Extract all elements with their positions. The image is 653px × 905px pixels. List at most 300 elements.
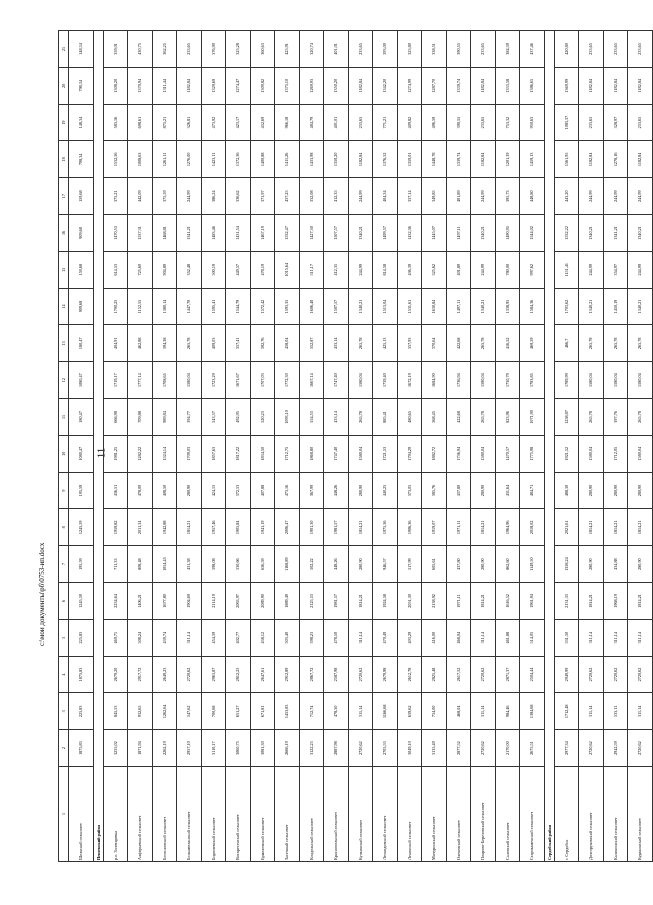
- footer-file-path: c:\мои документы\рб\0753-ип.docx: [38, 542, 46, 646]
- value-cell: 1342,20: [373, 67, 398, 104]
- value-cell: 1572,42: [250, 288, 275, 325]
- value-cell: 311,14: [471, 619, 496, 656]
- value-cell: 1616,52: [495, 583, 520, 620]
- value-cell: 517,99: [397, 546, 422, 583]
- value-cell: 478,00: [128, 472, 153, 509]
- value-cell: 433,14: [324, 399, 349, 436]
- value-cell: 1182,84: [579, 141, 604, 178]
- value-cell: 412,35: [324, 251, 349, 288]
- value-cell: 2234,64: [103, 583, 128, 620]
- value-cell: 357,93: [397, 325, 422, 362]
- value-cell: 1975,56: [373, 509, 398, 546]
- value-cell: 2138,92: [422, 583, 447, 620]
- value-cell: 443,20: [554, 178, 579, 215]
- value-cell: 332,08: [299, 178, 324, 215]
- value-cell: 3049,10: [397, 730, 422, 767]
- column-number-cell: 17: [59, 178, 69, 215]
- settlement-name-cell: Куракинский сельсовет: [628, 767, 653, 862]
- value-cell: 328,97: [603, 104, 628, 141]
- value-cell: 1340,21: [348, 215, 373, 252]
- value-cell: 1497,11: [446, 215, 471, 252]
- value-cell: 862,60: [495, 546, 520, 583]
- value-cell: 439,74: [152, 619, 177, 656]
- value-cell: 280,90: [628, 472, 653, 509]
- value-cell: 393,00: [373, 31, 398, 68]
- value-cell: 1968,19: [603, 583, 628, 620]
- value-cell: 1871,94: [128, 730, 153, 767]
- value-cell: 2617,52: [446, 656, 471, 693]
- value-cell: 440,25: [373, 472, 398, 509]
- value-cell: 2018,02: [520, 509, 545, 546]
- value-cell: 233,65: [348, 104, 373, 141]
- value-cell: 225,83: [69, 619, 94, 656]
- value-cell: 454,39: [201, 619, 226, 656]
- value-cell: 233,65: [628, 31, 653, 68]
- value-cell: 195,59: [69, 546, 94, 583]
- value-cell: 422,68: [446, 325, 471, 362]
- value-cell: 1971,11: [446, 509, 471, 546]
- value-cell: 473,16: [275, 472, 300, 509]
- value-cell: 325,80: [397, 31, 422, 68]
- value-cell: 2587,98: [324, 656, 349, 693]
- value-cell: 1375,10: [275, 67, 300, 104]
- value-cell: 244,99: [177, 178, 202, 215]
- table-row: [603, 31, 628, 862]
- value-cell: 1667,14: [299, 362, 324, 399]
- value-cell: 468,04: [446, 693, 471, 730]
- value-cell: 1245,59: [69, 583, 94, 620]
- value-cell: 1959,82: [103, 509, 128, 546]
- value-cell: 392,76: [250, 325, 275, 362]
- value-cell: 148,34: [69, 104, 94, 141]
- table-row: [103, 31, 128, 862]
- value-cell: 484,71: [520, 472, 545, 509]
- value-cell: 431,64: [495, 472, 520, 509]
- value-cell: 233,65: [579, 31, 604, 68]
- value-cell: 1447,70: [177, 288, 202, 325]
- value-cell: 2720,62: [603, 656, 628, 693]
- value-cell: 1340,21: [628, 215, 653, 252]
- value-cell: 1166,68: [373, 693, 398, 730]
- value-cell: 753,32: [495, 104, 520, 141]
- column-number-cell: 16: [59, 215, 69, 252]
- value-cell: 1093,10: [275, 399, 300, 436]
- value-cell: 473,92: [201, 104, 226, 141]
- column-number-cell: 7: [59, 546, 69, 583]
- value-cell: 3135,49: [422, 730, 447, 767]
- value-cell: 1580,04: [471, 435, 496, 472]
- value-cell: 1889,49: [275, 583, 300, 620]
- value-cell: 531,50: [554, 619, 579, 656]
- value-cell: 466,7: [554, 325, 579, 362]
- value-cell: 1814,21: [628, 583, 653, 620]
- value-cell: 280,90: [603, 472, 628, 509]
- table-row: [373, 31, 398, 862]
- value-cell: 1712,75: [275, 435, 300, 472]
- value-cell: 1593,35: [275, 288, 300, 325]
- value-cell: 2720,62: [628, 656, 653, 693]
- value-cell: 1814,21: [471, 583, 496, 620]
- value-cell: 1329,69: [201, 67, 226, 104]
- value-cell: 437,46: [520, 31, 545, 68]
- value-cell: 3081,30: [250, 730, 275, 767]
- value-cell: 1376,52: [373, 141, 398, 178]
- section-title: Пензенский район: [93, 31, 103, 862]
- value-cell: 159,68: [69, 178, 94, 215]
- value-cell: 1736,94: [446, 362, 471, 399]
- value-cell: 1149,50: [520, 546, 545, 583]
- value-cell: 1245,59: [69, 509, 94, 546]
- value-cell: 265,78: [177, 325, 202, 362]
- value-cell: 371,97: [250, 178, 275, 215]
- value-cell: 437,80: [446, 546, 471, 583]
- value-cell: 1468,81: [152, 215, 177, 252]
- value-cell: 530,66: [226, 546, 251, 583]
- value-cell: 442,09: [128, 178, 153, 215]
- value-cell: 1677,80: [152, 583, 177, 620]
- value-cell: 508,24: [128, 619, 153, 656]
- value-cell: 311,14: [177, 619, 202, 656]
- value-cell: 404,34: [373, 178, 398, 215]
- value-cell: 2504,44: [520, 656, 545, 693]
- value-cell: 1709,03: [177, 435, 202, 472]
- value-cell: 352,48: [177, 251, 202, 288]
- value-cell: 390,55: [446, 104, 471, 141]
- table-row: [471, 31, 496, 862]
- value-cell: 1497,11: [446, 288, 471, 325]
- value-cell: 2051,30: [397, 583, 422, 620]
- page-number: 11: [95, 447, 108, 459]
- value-cell: 1311,44: [152, 67, 177, 104]
- value-cell: 1168,89: [275, 546, 300, 583]
- column-number-cell: 6: [59, 583, 69, 620]
- value-cell: 360,63: [250, 31, 275, 68]
- value-cell: 1483,46: [201, 215, 226, 252]
- value-cell: 407,88: [250, 472, 275, 509]
- value-cell: 449,57: [226, 251, 251, 288]
- value-cell: 430,75: [128, 31, 153, 68]
- value-cell: 1537,31: [128, 215, 153, 252]
- value-cell: 651,27: [226, 693, 251, 730]
- column-number-cell: 19: [59, 104, 69, 141]
- value-cell: 2949,99: [554, 656, 579, 693]
- value-cell: 1708,65: [152, 362, 177, 399]
- column-number-cell: 1: [59, 767, 69, 862]
- column-number-cell: 9: [59, 472, 69, 509]
- value-cell: 1814,21: [603, 509, 628, 546]
- value-cell: 244,99: [471, 251, 496, 288]
- value-cell: 1901,30: [299, 509, 324, 546]
- settlement-name-cell: р.п. Золотаревка: [103, 767, 128, 862]
- table-row: [128, 31, 153, 862]
- value-cell: 1282,22: [128, 435, 153, 472]
- value-cell: 1719,17: [103, 362, 128, 399]
- value-cell: 1532,56: [103, 141, 128, 178]
- settlement-name-cell: Кондольский сельсовет: [299, 767, 324, 862]
- value-cell: 3110,17: [201, 730, 226, 767]
- value-cell: 1580,04: [348, 362, 373, 399]
- value-cell: 1777,14: [128, 362, 153, 399]
- value-cell: 412,35: [324, 178, 349, 215]
- value-cell: 311,14: [628, 693, 653, 730]
- value-cell: 2887,98: [324, 730, 349, 767]
- value-cell: 904,89: [152, 251, 177, 288]
- value-cell: 1904,69: [177, 583, 202, 620]
- value-cell: 2825,48: [422, 656, 447, 693]
- value-cell: 1712,48: [554, 693, 579, 730]
- value-cell: 180,47: [69, 399, 94, 436]
- settlement-name-cell: Саловский сельсовет: [495, 767, 520, 862]
- value-cell: 2679,20: [103, 656, 128, 693]
- value-cell: 492,95: [226, 399, 251, 436]
- table-row: [628, 31, 653, 862]
- value-cell: 244,99: [628, 178, 653, 215]
- value-cell: 568,45: [422, 399, 447, 436]
- value-cell: 311,14: [579, 693, 604, 730]
- value-cell: 386,24: [201, 178, 226, 215]
- value-cell: 520,23: [250, 399, 275, 436]
- value-cell: 1400,88: [250, 141, 275, 178]
- value-cell: 3060,75: [226, 730, 251, 767]
- value-cell: 1580,04: [471, 362, 496, 399]
- settlement-name-cell: Засечный сельсовет: [275, 767, 300, 862]
- value-cell: 2021,61: [554, 509, 579, 546]
- value-cell: 1817,22: [226, 435, 251, 472]
- value-cell: 1258,87: [554, 399, 579, 436]
- value-cell: 280,90: [471, 546, 496, 583]
- value-cell: 734,00: [422, 693, 447, 730]
- value-cell: 265,78: [471, 399, 496, 436]
- value-cell: 359,01: [103, 31, 128, 68]
- value-cell: 698,61: [128, 104, 153, 141]
- value-cell: 452,69: [250, 104, 275, 141]
- value-cell: 233,65: [471, 104, 496, 141]
- value-cell: 543,37: [201, 399, 226, 436]
- value-cell: 503,40: [275, 619, 300, 656]
- value-cell: 1339,74: [446, 141, 471, 178]
- value-cell: 1406,21: [128, 583, 153, 620]
- value-cell: 1672,19: [397, 362, 422, 399]
- value-cell: 2720,62: [348, 656, 373, 693]
- value-cell: 1834,50: [250, 435, 275, 472]
- value-cell: 397,76: [603, 399, 628, 436]
- value-cell: 666,98: [103, 399, 128, 436]
- value-cell: 1924,58: [373, 583, 398, 620]
- value-cell: 354,97: [603, 251, 628, 288]
- value-cell: 225,83: [69, 693, 94, 730]
- value-cell: 436,39: [397, 251, 422, 288]
- value-cell: 1308,20: [103, 67, 128, 104]
- value-cell: 311,14: [348, 619, 373, 656]
- value-cell: 1287,70: [422, 67, 447, 104]
- value-cell: 233,65: [603, 31, 628, 68]
- value-cell: 325,28: [226, 31, 251, 68]
- value-cell: 244,99: [348, 178, 373, 215]
- value-cell: 280,90: [348, 472, 373, 509]
- value-cell: 376,90: [201, 31, 226, 68]
- value-cell: 2963,87: [201, 656, 226, 693]
- value-cell: 394,77: [177, 399, 202, 436]
- value-cell: 390,55: [446, 31, 471, 68]
- value-cell: 2647,61: [250, 656, 275, 693]
- value-cell: 3255,02: [103, 730, 128, 767]
- value-cell: 1201,39: [495, 141, 520, 178]
- column-number-cell: 4: [59, 656, 69, 693]
- value-cell: 885,41: [373, 399, 398, 436]
- column-number-cell: 10: [59, 435, 69, 472]
- table-row: [422, 31, 447, 862]
- value-cell: 3122,23: [299, 730, 324, 767]
- value-cell: 2942,59: [603, 730, 628, 767]
- value-cell: 438,12: [250, 619, 275, 656]
- value-cell: 1739,40: [373, 362, 398, 399]
- value-cell: 1411,26: [275, 141, 300, 178]
- value-cell: 1380,14: [152, 288, 177, 325]
- value-cell: 1961,94: [520, 583, 545, 620]
- value-cell: 1423,11: [201, 141, 226, 178]
- value-cell: 989,84: [152, 399, 177, 436]
- value-cell: 1008,63: [128, 141, 153, 178]
- value-cell: 554,53: [299, 399, 324, 436]
- value-cell: 265,78: [628, 399, 653, 436]
- value-cell: 1276,00: [177, 141, 202, 178]
- value-cell: 280,90: [177, 472, 202, 509]
- value-cell: 1868,80: [299, 435, 324, 472]
- value-cell: 1532,22: [554, 215, 579, 252]
- value-cell: 416,00: [422, 619, 447, 656]
- value-cell: 425,91: [275, 31, 300, 68]
- value-cell: 1182,84: [471, 141, 496, 178]
- value-cell: 434,88: [603, 546, 628, 583]
- value-cell: 448,26: [324, 546, 349, 583]
- value-cell: 233,65: [348, 31, 373, 68]
- column-number-cell: 13: [59, 325, 69, 362]
- value-cell: 1182,84: [603, 67, 628, 104]
- column-number-row: [59, 31, 69, 862]
- value-cell: 496,59: [422, 104, 447, 141]
- value-cell: 423,17: [226, 104, 251, 141]
- value-cell: 2867,72: [299, 656, 324, 693]
- value-cell: 265,78: [348, 399, 373, 436]
- value-cell: 1775,98: [520, 435, 545, 472]
- value-cell: 1182,84: [471, 67, 496, 104]
- value-cell: 1814,21: [628, 509, 653, 546]
- table-row: [397, 31, 422, 862]
- section-row: [544, 31, 554, 862]
- value-cell: 280,90: [579, 546, 604, 583]
- value-cell: 1981,25: [103, 435, 128, 472]
- value-cell: 1341,21: [603, 215, 628, 252]
- value-cell: 311,14: [628, 619, 653, 656]
- value-cell: 1182,84: [348, 67, 373, 104]
- value-cell: 1274,99: [397, 67, 422, 104]
- value-cell: 771,21: [373, 104, 398, 141]
- value-cell: 909,68: [69, 288, 94, 325]
- value-cell: 671,81: [250, 693, 275, 730]
- value-cell: 401,01: [324, 104, 349, 141]
- value-cell: 1580,04: [579, 435, 604, 472]
- value-cell: 357,41: [226, 325, 251, 362]
- value-cell: 1339,74: [446, 67, 471, 104]
- value-cell: 1182,84: [579, 67, 604, 104]
- settlement-name-cell: Долгоруковский сельсовет: [579, 767, 604, 862]
- value-cell: 823,96: [495, 399, 520, 436]
- value-cell: 1580,04: [603, 362, 628, 399]
- settlement-name-cell: Алферьевский сельсовет: [128, 767, 153, 862]
- value-cell: 2912,89: [275, 656, 300, 693]
- settlement-name-cell: Ленинский сельсовет: [397, 767, 422, 862]
- settlement-name-cell: Кучкинский сельсовет: [348, 767, 373, 862]
- value-cell: 1580,04: [628, 435, 653, 472]
- value-cell: 950,63: [520, 104, 545, 141]
- value-cell: 1341,21: [177, 215, 202, 252]
- value-cell: 502,22: [299, 546, 324, 583]
- value-cell: 1814,21: [471, 509, 496, 546]
- value-cell: 448,80: [520, 178, 545, 215]
- value-cell: 845,53: [103, 693, 128, 730]
- value-cell: 448,26: [324, 472, 349, 509]
- value-cell: 401,01: [324, 31, 349, 68]
- value-cell: 984,46: [495, 693, 520, 730]
- settlement-name-cell: Большееланский сельсовет: [177, 767, 202, 862]
- value-cell: 1906,36: [397, 509, 422, 546]
- value-cell: 478,50: [324, 619, 349, 656]
- value-cell: 469,59: [520, 325, 545, 362]
- value-cell: 265,78: [628, 325, 653, 362]
- value-cell: 547,62: [177, 693, 202, 730]
- value-cell: 780,00: [495, 251, 520, 288]
- value-cell: 2649,23: [152, 656, 177, 693]
- value-cell: 1370,94: [128, 67, 153, 104]
- column-number-cell: 11: [59, 399, 69, 436]
- value-cell: 337,14: [397, 178, 422, 215]
- value-cell: 480,65: [397, 399, 422, 436]
- settlement-name-cell: Богословский сельсовет: [152, 767, 177, 862]
- value-cell: 488,30: [554, 472, 579, 509]
- value-cell: 1453,83: [275, 693, 300, 730]
- value-cell: 514,05: [520, 619, 545, 656]
- table-row: [446, 31, 471, 862]
- value-cell: 409,03: [201, 325, 226, 362]
- column-number-cell: 18: [59, 141, 69, 178]
- value-cell: 1747,40: [324, 362, 349, 399]
- value-cell: 583,16: [103, 104, 128, 141]
- value-cell: 1340,21: [579, 215, 604, 252]
- column-number-cell: 3: [59, 693, 69, 730]
- value-cell: 336,62: [226, 178, 251, 215]
- settlement-name-cell: г. Сердобск: [554, 767, 579, 862]
- value-cell: 385,76: [422, 472, 447, 509]
- value-cell: 525,62: [422, 251, 447, 288]
- value-cell: 1338,95: [495, 288, 520, 325]
- value-cell: 373,05: [397, 472, 422, 509]
- value-cell: 614,53: [103, 251, 128, 288]
- value-cell: 2812,25: [226, 656, 251, 693]
- value-cell: 404,91: [103, 325, 128, 362]
- value-cell: 1083,37: [554, 104, 579, 141]
- section-title: Сердобский район: [544, 31, 554, 862]
- value-cell: 1427,30: [299, 215, 324, 252]
- column-number-cell: 14: [59, 288, 69, 325]
- section-row: [93, 31, 103, 862]
- value-cell: 2977,34: [554, 730, 579, 767]
- value-cell: 1957,46: [201, 509, 226, 546]
- table-row: [579, 31, 604, 862]
- value-cell: 484,79: [299, 104, 324, 141]
- value-cell: 1015,64: [275, 251, 300, 288]
- value-cell: 1152,55: [128, 288, 153, 325]
- value-cell: 2170,00: [495, 730, 520, 767]
